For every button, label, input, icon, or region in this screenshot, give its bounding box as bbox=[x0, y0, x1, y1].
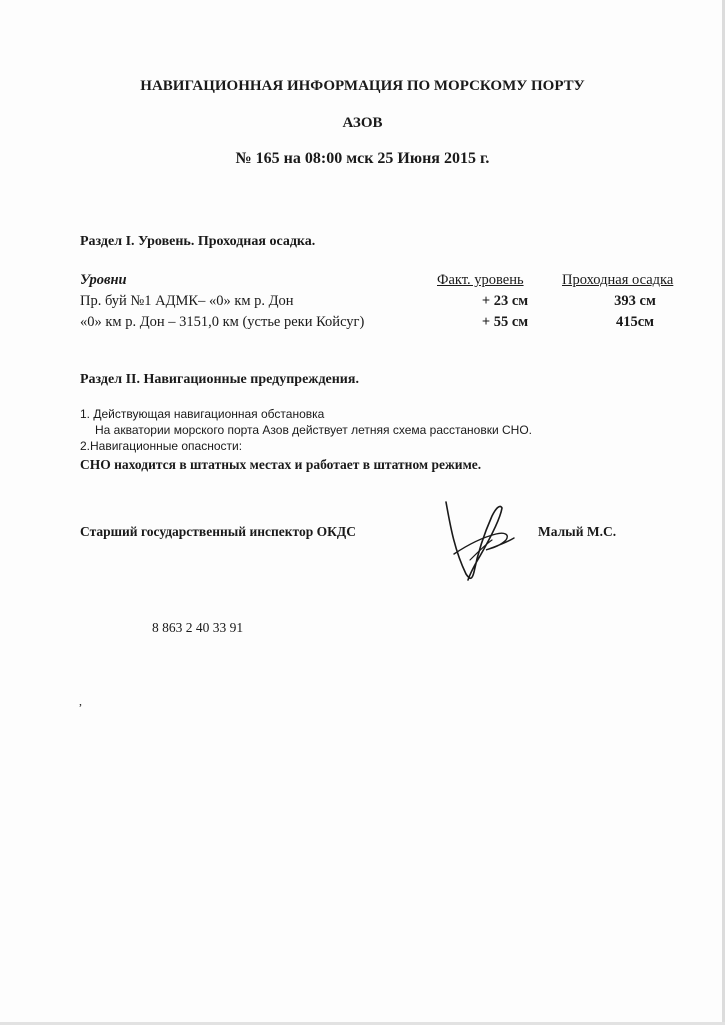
draft-column-header: Проходная осадка bbox=[562, 272, 674, 288]
section2-heading: Раздел II. Навигационные предупреждения. bbox=[80, 372, 359, 387]
levels-column-header: Уровни bbox=[80, 272, 127, 288]
warning-item2: 2.Навигационные опасности: bbox=[80, 439, 243, 453]
table-row-name: «0» км р. Дон – 3151,0 км (устье реки Койсуг) bbox=[80, 314, 365, 330]
table-row-fact: + 55 см bbox=[481, 314, 529, 330]
fact-level-column-header: Факт. уровень bbox=[437, 272, 524, 288]
document-title-line3: № 165 на 08:00 мск 25 Июня 2015 г. bbox=[235, 150, 490, 167]
signature-name: Малый М.С. bbox=[538, 524, 617, 539]
contact-phone: 8 863 2 40 33 91 bbox=[152, 620, 244, 635]
table-row-draft: 393 см bbox=[614, 293, 656, 309]
warning-bold-note: СНО находится в штатных местах и работает в штатном режиме. bbox=[80, 457, 482, 472]
table-row-name: Пр. буй №1 АДМК– «0» км р. Дон bbox=[80, 293, 294, 309]
table-row-draft: 415см bbox=[615, 314, 655, 330]
section1-heading: Раздел I. Уровень. Проходная осадка. bbox=[80, 234, 316, 249]
stray-mark: , bbox=[79, 694, 82, 708]
signature-mark bbox=[440, 494, 530, 589]
document-title-line1: НАВИГАЦИОННАЯ ИНФОРМАЦИЯ ПО МОРСКОМУ ПОРТУ bbox=[140, 78, 585, 94]
document-title-line2: АЗОВ bbox=[342, 115, 383, 131]
signature-position: Старший государственный инспектор ОКДС bbox=[80, 524, 356, 539]
warning-item1-text: На акватории морского порта Азов действует летняя схема расстановки СНО. bbox=[95, 423, 533, 437]
table-row-fact: + 23 см bbox=[481, 293, 529, 309]
warning-item1: 1. Действующая навигационная обстановка bbox=[80, 407, 325, 421]
